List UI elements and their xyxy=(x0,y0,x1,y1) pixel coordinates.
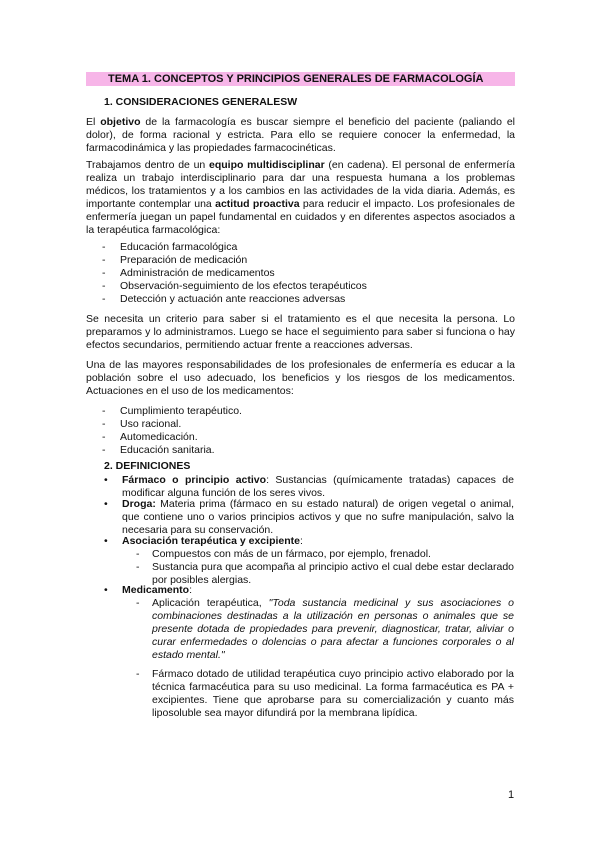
definition-asociacion xyxy=(104,535,514,587)
text: de la farmacología es buscar siempre el beneficio del paciente (paliando el dolor), de forma racional y estricta. Para ello se requiere conocer la enfermedad, la farmacodinámica y las propiedades farmacocinéticas. xyxy=(86,116,515,154)
bold-term: actitud proactiva xyxy=(215,198,300,210)
section-heading-definiciones: 2. DEFINICIONES xyxy=(104,460,191,472)
list-item: - Compuestos con más de un fármaco, por ejemplo, frenadol. xyxy=(132,548,514,561)
bullet-icon: • xyxy=(104,584,108,596)
text: : xyxy=(300,535,303,547)
definition-farmaco xyxy=(104,474,514,500)
list-item: - Educación sanitaria. xyxy=(102,444,242,457)
bold-term: Fármaco o principio activo xyxy=(122,474,267,486)
list-item: - Automedicación. xyxy=(102,431,242,444)
list-item: - Detección y actuación ante reacciones adversas xyxy=(102,293,367,306)
text: : xyxy=(189,584,193,596)
list-item: - Fármaco dotado de utilidad terapéutica cuyo principio activo elaborado por la técnica farmacéutica para su uso medicinal. La forma farmacéutica es PA + excipientes. Tiene que aprobarse para su comercialización y cuanto más liposoluble sea mayor difundirá por la membrana lipídica. xyxy=(132,668,514,720)
bullet-icon: • xyxy=(104,498,108,510)
definition-medicamento xyxy=(104,584,514,720)
paragraph-criterio: Se necesita un criterio para saber si el tratamiento es el que necesita la persona. Lo preparamos y lo administramos. Luego se hace el seguimiento para saber si funciona o hay efectos secundarios, permitiendo actuar frente a reacciones adversas. xyxy=(86,313,515,351)
bold-term: Medicamento xyxy=(122,584,190,596)
paragraph-objetivo xyxy=(86,116,515,155)
section-heading-consideraciones: 1. CONSIDERACIONES GENERALESW xyxy=(104,96,298,108)
bold-term: Asociación terapéutica y excipiente xyxy=(122,535,300,547)
list-actuaciones xyxy=(102,405,242,457)
list-enfermeria-aspectos xyxy=(102,241,367,306)
sub-list xyxy=(132,548,514,587)
quote-text: "Toda sustancia medicinal y sus asociaciones o combinaciones destinadas a la utilización en personas o animales que se presente dotada de propiedades para prevenir, diagnosticar, tratar, aliviar o curar enfermedades o dolencias o para afectar a funciones corporales o al estado mental." xyxy=(152,597,514,661)
text: Materia prima (fármaco en su estado natural) de origen vegetal o animal, que contiene uno o varios principios activos y que no sufre manipulación, salvo la necesaria para su conservación. xyxy=(122,498,514,536)
list-item: - Preparación de medicación xyxy=(102,254,367,267)
bold-term: equipo multidisciplinar xyxy=(208,159,325,171)
list-item: - Administración de medicamentos xyxy=(102,267,367,280)
page-number: 1 xyxy=(508,789,515,801)
list-item: - Educación farmacológica xyxy=(102,241,367,254)
list-item: - Uso racional. xyxy=(102,418,242,431)
definition-droga xyxy=(104,498,514,537)
bold-term: objetivo xyxy=(100,116,141,128)
text: Aplicación terapéutica, xyxy=(152,597,269,609)
bullet-icon: • xyxy=(104,535,108,547)
list-item: - Sustancia pura que acompaña al principio activo el cual debe estar declarado por posibles alergias. xyxy=(132,561,514,587)
paragraph-responsabilidades: Una de las mayores responsabilidades de los profesionales de enfermería es educar a la población sobre el uso adecuado, los beneficios y los riesgos de los medicamentos. Actuaciones en el uso de los medicamentos: xyxy=(86,359,515,397)
text: (en cadena). El personal de enfermería realiza un trabajo interdisciplinario para dar una respuesta humana a los problemas médicos, los tratamientos y a los cambios en las actividades de la vida diaria. Además, es importante contemplar una xyxy=(86,159,515,210)
list-item: - Observación-seguimiento de los efectos terapéuticos xyxy=(102,280,367,293)
paragraph-equipo xyxy=(86,159,515,237)
sub-list xyxy=(132,597,514,720)
list-item: - Cumplimiento terapéutico. xyxy=(102,405,242,418)
bullet-icon: • xyxy=(104,474,108,486)
text: para reducir el impacto. Los profesionales de enfermería juegan un papel fundamental en cuidados y en diferentes aspectos asociados a la terapéutica farmacológica: xyxy=(86,198,515,236)
list-item xyxy=(132,597,514,662)
text: : Sustancias (químicamente tratadas) capaces de modificar alguna función de los seres vivos. xyxy=(122,474,514,499)
document-title: TEMA 1. CONCEPTOS Y PRINCIPIOS GENERALES DE FARMACOLOGÍA xyxy=(108,73,484,85)
text: Trabajamos dentro de un xyxy=(86,159,209,171)
bold-term: Droga: xyxy=(122,498,156,510)
text: El xyxy=(86,116,101,128)
